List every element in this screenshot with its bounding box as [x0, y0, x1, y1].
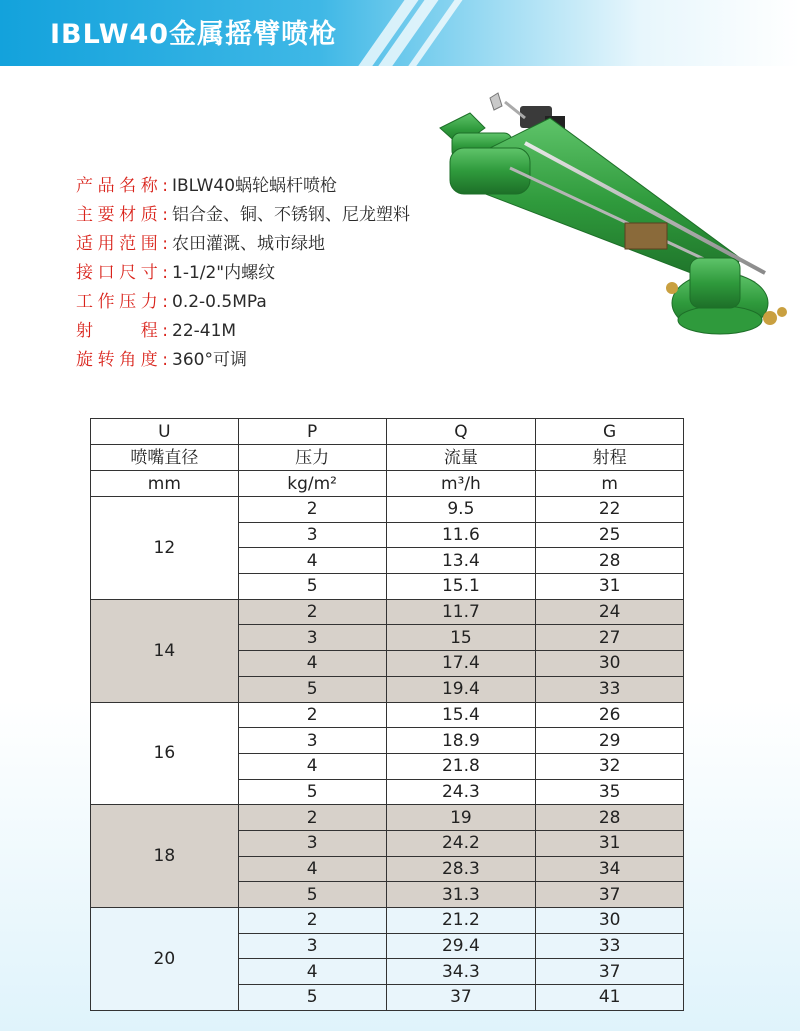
pressure-cell: 2	[238, 599, 386, 625]
flow-cell: 18.9	[386, 728, 536, 754]
table-row	[91, 497, 684, 523]
column-code: G	[536, 419, 684, 445]
flow-cell: 24.2	[386, 830, 536, 856]
table-row	[91, 908, 684, 934]
flow-cell: 19	[386, 805, 536, 831]
pressure-cell: 3	[238, 625, 386, 651]
nozzle-diameter-cell: 20	[91, 908, 239, 1011]
nozzle-diameter-cell: 18	[91, 805, 239, 908]
pressure-cell: 5	[238, 574, 386, 600]
pressure-cell: 3	[238, 933, 386, 959]
title-banner	[0, 0, 800, 66]
spec-value: IBLW40蜗轮蜗杆喷枪	[172, 176, 338, 196]
table-row	[91, 702, 684, 728]
pressure-cell: 2	[238, 908, 386, 934]
spec-row	[76, 317, 410, 346]
range-cell: 34	[536, 856, 684, 882]
column-name: 压力	[238, 445, 386, 471]
spec-label: 工作压力:	[76, 292, 168, 312]
range-cell: 33	[536, 676, 684, 702]
flow-cell: 19.4	[386, 676, 536, 702]
sprinkler-gun-image	[410, 88, 795, 353]
column-name: 流量	[386, 445, 536, 471]
range-cell: 30	[536, 908, 684, 934]
flow-cell: 29.4	[386, 933, 536, 959]
flow-cell: 24.3	[386, 779, 536, 805]
column-name: 射程	[536, 445, 684, 471]
flow-cell: 13.4	[386, 548, 536, 574]
page-title: IBLW40金属摇臂喷枪	[50, 19, 338, 50]
column-code: Q	[386, 419, 536, 445]
pressure-cell: 2	[238, 805, 386, 831]
range-cell: 28	[536, 548, 684, 574]
range-cell: 26	[536, 702, 684, 728]
spec-value: 0.2-0.5MPa	[172, 292, 267, 312]
spec-label: 适用范围:	[76, 234, 168, 254]
column-code: P	[238, 419, 386, 445]
flow-cell: 21.2	[386, 908, 536, 934]
flow-cell: 15	[386, 625, 536, 651]
range-cell: 30	[536, 651, 684, 677]
flow-cell: 37	[386, 985, 536, 1011]
range-cell: 41	[536, 985, 684, 1011]
table-row	[91, 599, 684, 625]
pressure-cell: 5	[238, 985, 386, 1011]
range-cell: 22	[536, 497, 684, 523]
pressure-cell: 4	[238, 651, 386, 677]
range-cell: 29	[536, 728, 684, 754]
header-row-codes	[91, 419, 684, 445]
spec-label: 接口尺寸:	[76, 263, 168, 283]
flow-cell: 15.1	[386, 574, 536, 600]
spec-row	[76, 172, 410, 201]
range-cell: 35	[536, 779, 684, 805]
pressure-cell: 5	[238, 779, 386, 805]
spec-row	[76, 201, 410, 230]
nozzle-diameter-cell: 12	[91, 497, 239, 600]
spec-label: 主要材质:	[76, 205, 168, 225]
spec-label: 射 程:	[76, 321, 168, 341]
spec-value: 农田灌溉、城市绿地	[172, 234, 325, 254]
spec-label: 产品名称:	[76, 176, 168, 196]
flow-cell: 31.3	[386, 882, 536, 908]
pressure-cell: 2	[238, 702, 386, 728]
spec-list	[76, 172, 410, 375]
range-cell: 37	[536, 959, 684, 985]
pressure-cell: 3	[238, 830, 386, 856]
spec-value: 360°可调	[172, 350, 247, 370]
pressure-cell: 4	[238, 548, 386, 574]
pressure-cell: 2	[238, 497, 386, 523]
spec-row	[76, 230, 410, 259]
spec-row	[76, 259, 410, 288]
flow-cell: 11.7	[386, 599, 536, 625]
flow-cell: 34.3	[386, 959, 536, 985]
pressure-cell: 3	[238, 522, 386, 548]
column-unit: mm	[91, 471, 239, 497]
pressure-cell: 5	[238, 676, 386, 702]
column-name: 喷嘴直径	[91, 445, 239, 471]
performance-table	[90, 418, 684, 1011]
nozzle-diameter-cell: 14	[91, 599, 239, 702]
range-cell: 25	[536, 522, 684, 548]
range-cell: 27	[536, 625, 684, 651]
range-cell: 33	[536, 933, 684, 959]
range-cell: 37	[536, 882, 684, 908]
pressure-cell: 3	[238, 728, 386, 754]
table-row	[91, 805, 684, 831]
pressure-cell: 4	[238, 753, 386, 779]
flow-cell: 11.6	[386, 522, 536, 548]
header-row-units	[91, 471, 684, 497]
flow-cell: 21.8	[386, 753, 536, 779]
header-row-names	[91, 445, 684, 471]
pressure-cell: 5	[238, 882, 386, 908]
spec-row	[76, 346, 410, 375]
spec-value: 1-1/2"内螺纹	[172, 263, 276, 283]
flow-cell: 28.3	[386, 856, 536, 882]
spec-value: 铝合金、铜、不锈钢、尼龙塑料	[172, 205, 410, 225]
range-cell: 24	[536, 599, 684, 625]
range-cell: 32	[536, 753, 684, 779]
column-unit: kg/m²	[238, 471, 386, 497]
column-unit: m³/h	[386, 471, 536, 497]
spec-label: 旋转角度:	[76, 350, 168, 370]
column-code: U	[91, 419, 239, 445]
column-unit: m	[536, 471, 684, 497]
range-cell: 31	[536, 574, 684, 600]
flow-cell: 17.4	[386, 651, 536, 677]
nozzle-diameter-cell: 16	[91, 702, 239, 805]
range-cell: 31	[536, 830, 684, 856]
spec-value: 22-41M	[172, 321, 237, 341]
pressure-cell: 4	[238, 959, 386, 985]
flow-cell: 9.5	[386, 497, 536, 523]
spec-row	[76, 288, 410, 317]
pressure-cell: 4	[238, 856, 386, 882]
flow-cell: 15.4	[386, 702, 536, 728]
range-cell: 28	[536, 805, 684, 831]
